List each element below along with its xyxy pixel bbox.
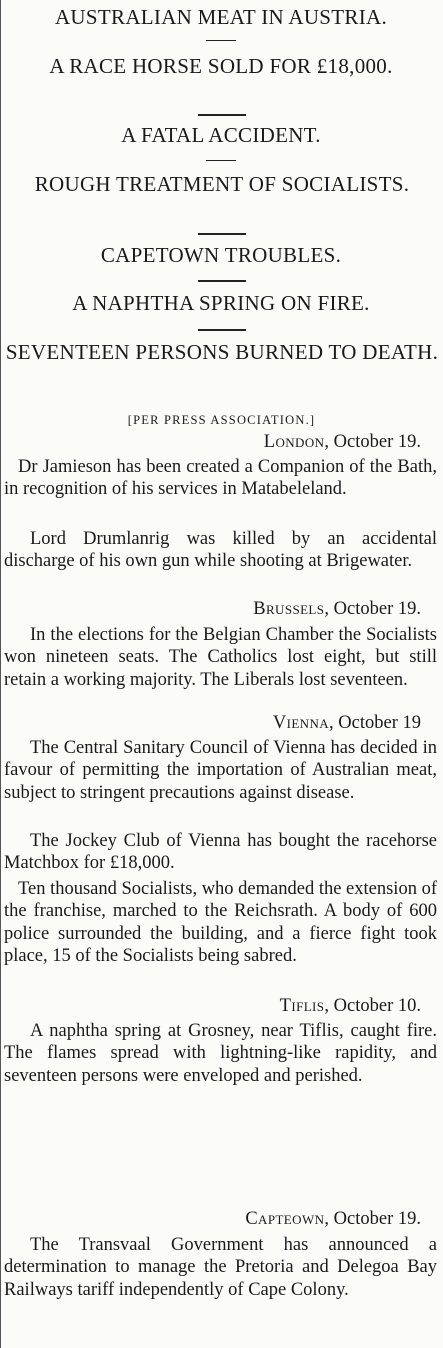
paragraph-socialists-march: Ten thousand Socialists, who demanded the extension of the franchise, marched to the Reichsrath. A body of 600 police surrounded the building, and a fierce fight took place, 15 of the Socialists being sabred. [4, 879, 437, 967]
agency-credit: [PER PRESS ASSOCIATION.] [127, 413, 316, 427]
paragraph-sanitary-council: The Central Sanitary Council of Vienna has decided in favour of permitting the importation of Australian meat, subject to stringent precautions against disease. [4, 738, 437, 803]
dateline-brussels [253, 598, 421, 620]
paragraph-jamieson: Dr Jamieson has been created a Companion of the Bath, in recognition of his services in Matabeleland. [4, 457, 437, 500]
headline-divider [206, 40, 236, 41]
dateline-place: Tiflis [279, 996, 325, 1016]
dateline-capetown [245, 1208, 421, 1230]
headline-4: ROUGH TREATMENT OF SOCIALISTS. [34, 172, 410, 196]
headline-divider [198, 280, 246, 282]
headline-divider [198, 329, 246, 331]
dateline-tiflis [280, 995, 421, 1017]
dateline-date: , October 19. [324, 1209, 421, 1229]
headline-divider [206, 160, 236, 161]
headline-1: AUSTRALIAN MEAT IN AUSTRIA. [54, 5, 388, 29]
headline-3: A FATAL ACCIDENT. [121, 123, 321, 147]
column-rule [0, 0, 1, 1348]
paragraph-naphtha-spring: A naphtha spring at Grosney, near Tiflis, caught fire. The flames spread with lightning-like rapidity, and seventeen persons were enveloped and perished. [4, 1021, 437, 1086]
dateline-vienna [273, 712, 421, 734]
headline-divider [198, 114, 246, 116]
dateline-place: Capteown [245, 1209, 325, 1229]
headline-5: CAPETOWN TROUBLES. [100, 243, 342, 267]
dateline-date: , October 19. [324, 432, 421, 452]
paragraph-belgian-elections: In the elections for the Belgian Chamber the Socialists won nineteen seats. The Catholics lost eight, but still retain a working majority. The Liberals lost seventeen. [4, 625, 437, 690]
dateline-date: , October 19. [324, 599, 421, 619]
dateline-place: London [263, 432, 325, 452]
dateline-london [264, 431, 421, 453]
headline-2: A RACE HORSE SOLD FOR £18,000. [49, 54, 393, 78]
paragraph-drumlanrig: Lord Drumlanrig was killed by an accidental discharge of his own gun while shooting at Brigewater. [4, 529, 437, 572]
dateline-place: Vienna [272, 713, 330, 733]
paragraph-transvaal: The Transvaal Government has announced a determination to manage the Pretoria and Delegoa Bay Railways tariff independently of Cape Colony. [4, 1235, 437, 1300]
dateline-date: , October 10. [324, 996, 421, 1016]
headline-divider [198, 233, 246, 235]
headline-6: A NAPHTHA SPRING ON FIRE. [72, 291, 370, 315]
paragraph-jockey-club: The Jockey Club of Vienna has bought the racehorse Matchbox for £18,000. [4, 831, 437, 874]
dateline-place: Brussels [253, 599, 325, 619]
dateline-date: , October 19 [329, 713, 421, 733]
headline-7: SEVENTEEN PERSONS BURNED TO DEATH. [5, 340, 439, 364]
